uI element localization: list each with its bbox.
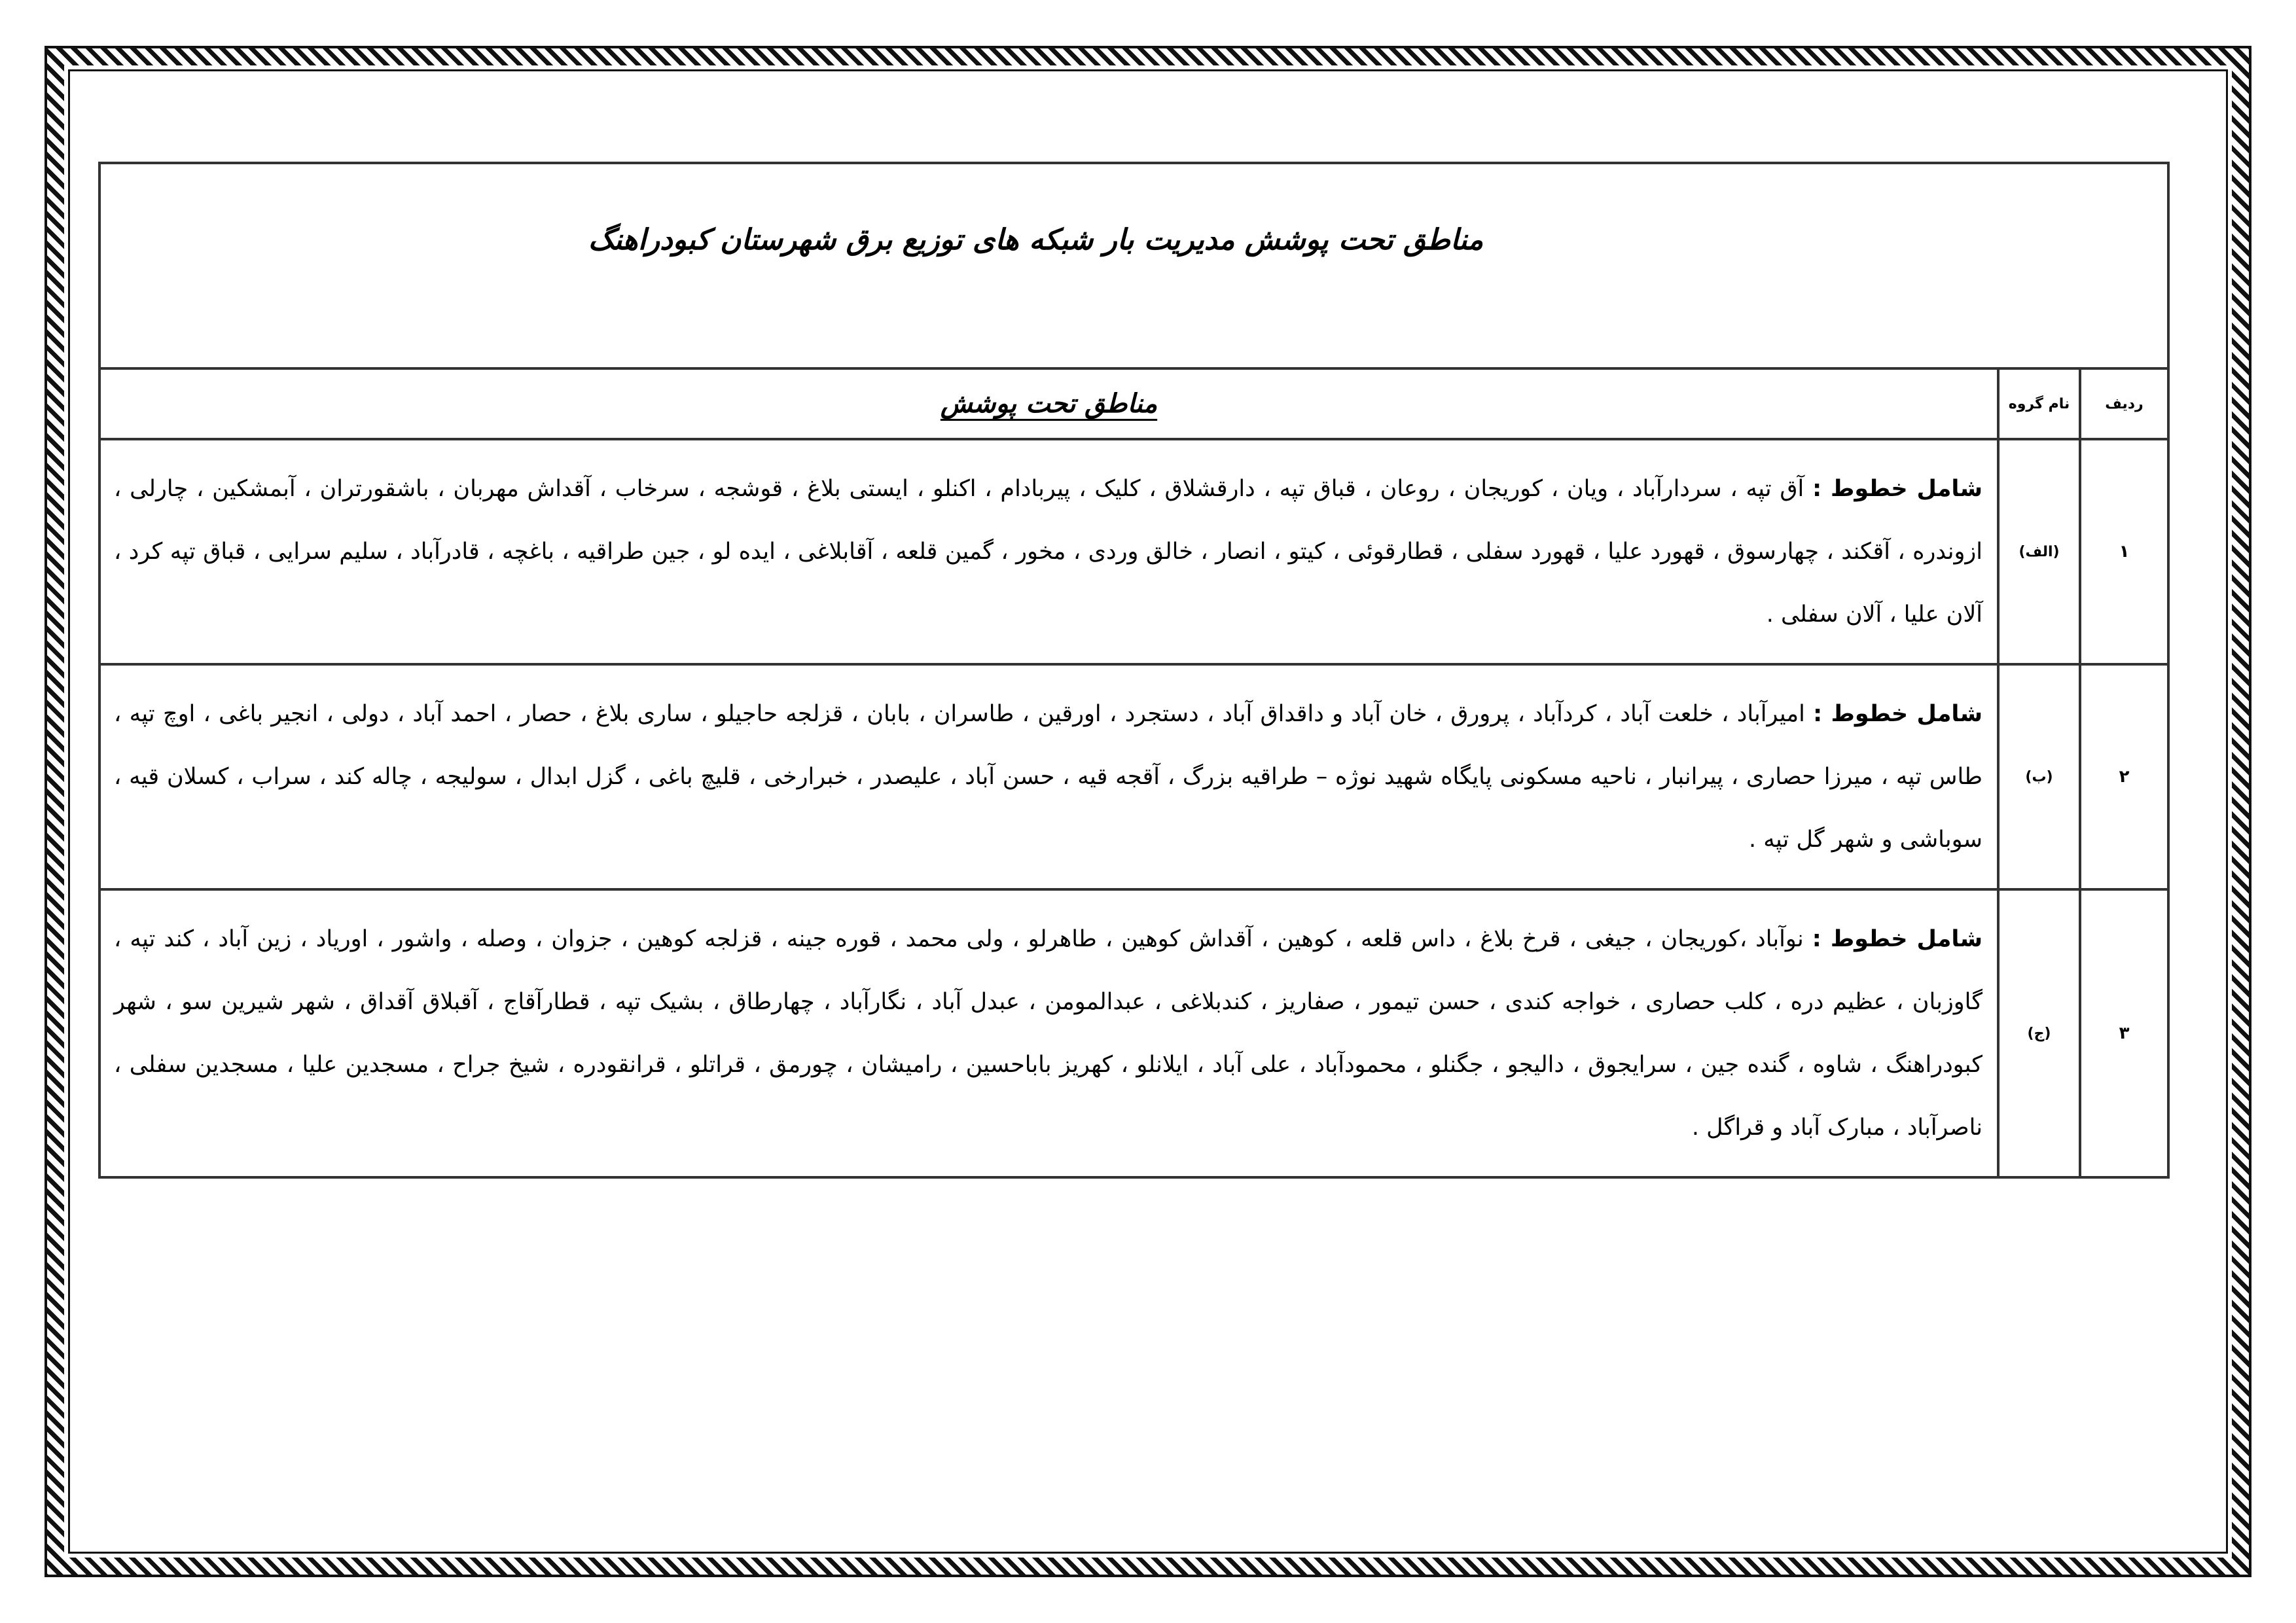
covered-areas-cell xyxy=(99,439,1998,664)
table-row xyxy=(99,889,2168,1177)
table-row xyxy=(99,664,2168,889)
lines-lead-label: شامل خطوط : xyxy=(1813,701,1982,727)
group-name: (ج) xyxy=(1998,889,2080,1177)
row-number: ۲ xyxy=(2080,664,2168,889)
header-covered-areas-label: مناطق تحت پوشش xyxy=(940,389,1158,419)
document-title: مناطق تحت پوشش مدیریت بار شبکه های توزیع برق شهرستان کبودراهنگ xyxy=(588,223,1484,257)
header-row xyxy=(99,368,2168,439)
title-row xyxy=(99,163,2168,368)
coverage-table xyxy=(98,162,2170,1179)
header-group-name: نام گروه xyxy=(1998,368,2080,439)
group-name: (ب) xyxy=(1998,664,2080,889)
covered-areas-cell xyxy=(99,664,1998,889)
covered-areas-cell xyxy=(99,889,1998,1177)
header-row-number: ردیف xyxy=(2080,368,2168,439)
lines-lead-label: شامل خطوط : xyxy=(1812,476,1982,502)
row-number: ۳ xyxy=(2080,889,2168,1177)
covered-areas-text: آق تپه ، سردارآباد ، ویان ، کوریجان ، روعان ، قباق تپه ، دارقشلاق ، کلیک ، پیربادام ، اکنلو ، ایستی بلاغ ، قوشجه ، سرخاب ، آقداش مهربان ، باشقورتران ، آبمشکین ، چارلی ، ازوندره ، آقکند ، چهارسوق ، قهورد علیا ، قهورد سفلی ، قطارقوئی ، کیتو ، انصار ، خالق وردی ، مخور ، گمین قلعه ، آقابلاغی ، ایده لو ، جین طراقیه ، باغچه ، قادرآباد ، سلیم سرایی ، قباق تپه کرد ، آلان علیا ، آلان سفلی . xyxy=(114,476,1982,628)
header-covered-areas xyxy=(99,368,1998,439)
covered-areas-text: نوآباد ،کوریجان ، جیغی ، قرخ بلاغ ، داس قلعه ، کوهین ، آقداش کوهین ، طاهرلو ، ولی محمد ، قوره جینه ، قزلجه کوهین ، جزوان ، وصله ، واشور ، اوریاد ، زین آباد ، کند تپه ، گاوزبان ، عظیم دره ، کلب حصاری ، خواجه کندی ، حسن تیمور ، صفاریز ، کندبلاغی ، عبدالمومن ، عبدل آباد ، نگارآباد ، چهارطاق ، بشیک تپه ، قطارآقاج ، آقبلاق آقداق ، شهر شیرین سو ، شهر کبودراهنگ ، شاوه ، گنده جین ، سرایجوق ، دالیجو ، جگنلو ، محمودآباد ، علی آباد ، ایلانلو ، کهریز باباحسین ، رامیشان ، چورمق ، قراتلو ، قرانقودره ، شیخ جراح ، مسجدین علیا ، مسجدین سفلی ، ناصرآباد ، مبارک آباد و قراگل . xyxy=(114,926,1982,1141)
covered-areas-text: امیرآباد ، خلعت آباد ، کردآباد ، پرورق ، خان آباد و داقداق آباد ، دستجرد ، اورقین ، طاسران ، بابان ، قزلجه حاجیلو ، ساری بلاغ ، حصار ، احمد آباد ، دولی ، انجیر باغی ، اوچ تپه ، طاس تپه ، میرزا حصاری ، پیرانبار ، ناحیه مسکونی پایگاه شهید نوژه – طراقیه بزرگ ، آقجه قیه ، حسن آباد ، علیصدر ، خبرارخی ، قلیچ باغی ، گزل ابدال ، سولیجه ، چاله کند ، سراب ، کسلان قیه ، سوباشی و شهر گل تپه . xyxy=(114,701,1982,853)
table-row xyxy=(99,439,2168,664)
title-cell xyxy=(99,163,2168,368)
group-name: (الف) xyxy=(1998,439,2080,664)
lines-lead-label: شامل خطوط : xyxy=(1812,926,1982,952)
row-number: ۱ xyxy=(2080,439,2168,664)
